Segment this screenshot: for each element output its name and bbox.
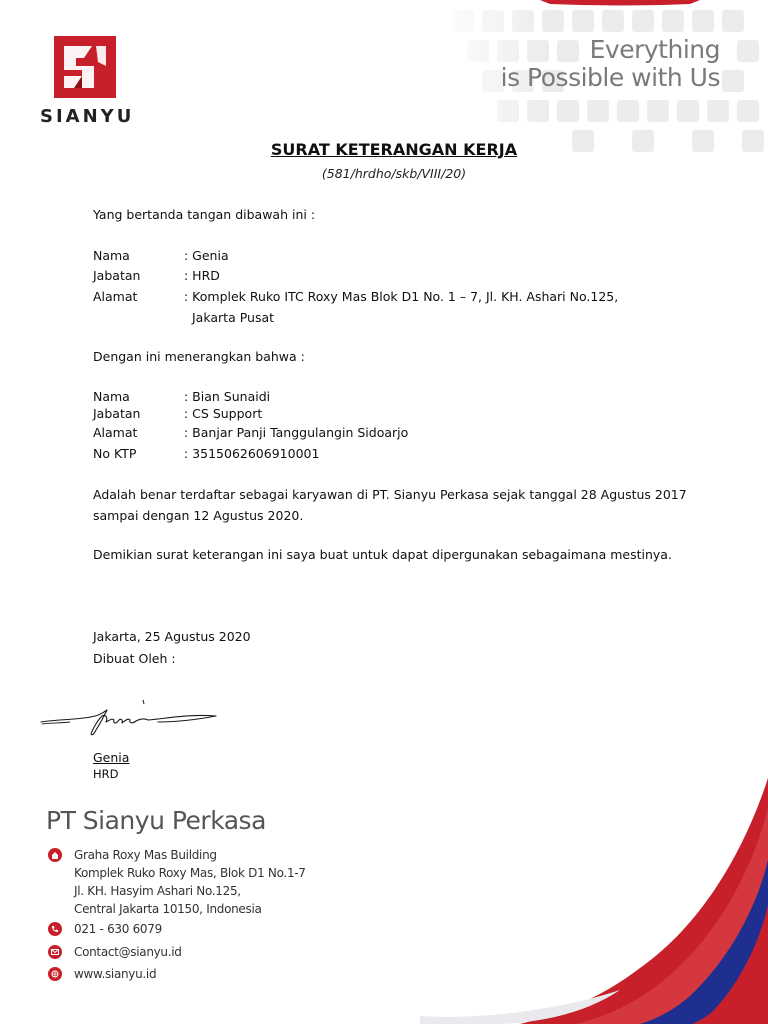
phone-icon: [48, 922, 62, 936]
footer-address-line-3: Jl. KH. Hasyim Ashari No.125,: [74, 884, 241, 898]
footer-website-url[interactable]: www.sianyu.id: [74, 967, 157, 981]
footer-website[interactable]: [48, 965, 156, 983]
footer-phone: [48, 920, 162, 938]
intro-text: Yang bertanda tangan dibawah ini :: [93, 207, 316, 222]
footer-phone-number: 021 - 630 6079: [74, 922, 162, 936]
statement-intro-text: Dengan ini menerangkan bahwa :: [93, 349, 305, 364]
signer-address-label: Alamat: [93, 289, 138, 304]
footer-company-name: PT Sianyu Perkasa: [46, 806, 266, 835]
signer-position-value: : HRD: [184, 268, 220, 283]
employee-position-label: Jabatan: [93, 406, 141, 421]
closing-paragraph: Demikian surat keterangan ini saya buat untuk dapat dipergunakan sebagaimana mestinya.: [93, 547, 672, 562]
footer-address-line-4: Central Jakarta 10150, Indonesia: [74, 902, 262, 916]
employee-address-label: Alamat: [93, 425, 138, 440]
footer-address-line-2: Komplek Ruko Roxy Mas, Blok D1 No.1-7: [74, 866, 306, 880]
employee-address-value: : Banjar Panji Tanggulangin Sidoarjo: [184, 425, 409, 440]
signer-name-value: : Genia: [184, 248, 229, 263]
employee-name-label: Nama: [93, 389, 130, 404]
tagline-line-2: is Possible with Us: [500, 63, 720, 92]
signer-position-label: Jabatan: [93, 268, 141, 283]
signer-address-value-line2: Jakarta Pusat: [192, 310, 275, 325]
employment-paragraph-line-2: sampai dengan 12 Agustus 2020.: [93, 508, 304, 523]
location-icon: [48, 848, 62, 862]
employee-ktp-value: : 3515062606910001: [184, 446, 320, 461]
email-icon: [48, 945, 62, 959]
signatory-name: Genia: [93, 750, 130, 765]
employee-name-value: : Bian Sunaidi: [184, 389, 271, 404]
footer-email-address[interactable]: Contact@sianyu.id: [74, 945, 182, 959]
tagline-line-1: Everything: [589, 35, 720, 64]
made-by-label: Dibuat Oleh :: [93, 651, 176, 666]
logo-wordmark: SIANYU: [40, 106, 135, 127]
web-icon: [48, 967, 62, 981]
place-date: Jakarta, 25 Agustus 2020: [93, 629, 251, 644]
employee-position-value: : CS Support: [184, 406, 263, 421]
signatory-title: HRD: [93, 767, 119, 781]
footer-address: [48, 846, 306, 918]
employee-ktp-label: No KTP: [93, 446, 137, 461]
footer-email[interactable]: [48, 943, 182, 961]
signer-name-label: Nama: [93, 248, 130, 263]
letter-title: SURAT KETERANGAN KERJA: [270, 140, 518, 159]
letter-reference-number: (581/hrdho/skb/VIII/20): [321, 166, 467, 181]
employment-paragraph-line-1: Adalah benar terdaftar sebagai karyawan di PT. Sianyu Perkasa sejak tanggal 28 Agustus 2017: [93, 487, 687, 502]
footer-address-line-1: Graha Roxy Mas Building: [74, 848, 217, 862]
signer-address-value-line1: : Komplek Ruko ITC Roxy Mas Blok D1 No. 1 – 7, Jl. KH. Ashari No.125,: [184, 289, 619, 304]
